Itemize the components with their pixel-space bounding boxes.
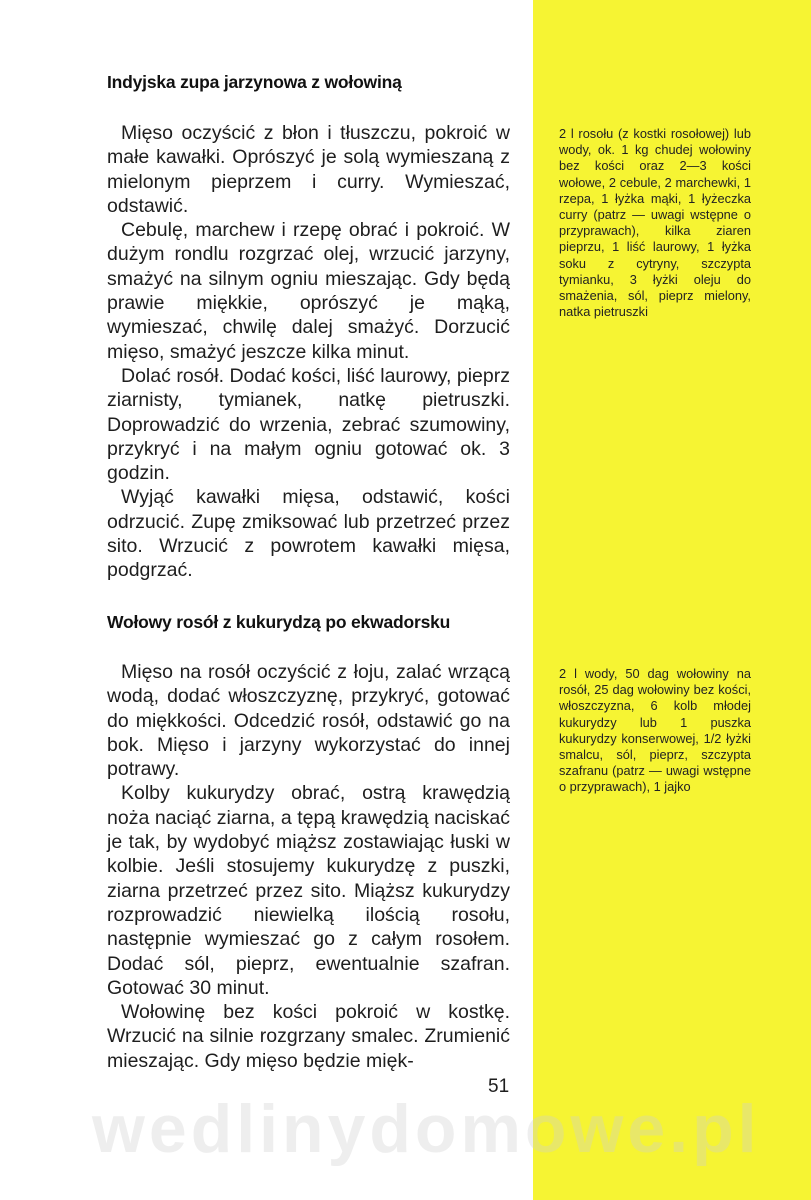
recipe-2-instructions [107,660,510,1073]
recipe-1-paragraph: Cebulę, marchew i rzepę obrać i pokroić. W dużym rondlu rozgrzać olej, wrzucić jarzyny, smażyć na silnym ogniu mieszając. Gdy będą prawie miękkie, oprószyć je mąką, wymieszać, chwilę dalej smażyć. Dorzucić mięso, smażyć jeszcze kilka minut. [107,219,510,363]
recipe-2-paragraph: Kolby kukurydzy obrać, ostrą krawędzią noża naciąć ziarna, a tępą krawędzią naciskać je tak, by wydobyć miąższ zostawiając łuski w kolbie. Jeśli stosujemy kukurydzę z puszki, ziarna przetrzeć przez sito. Miąższ kukurydzy rozprowadzić niewielką ilością rosołu, następnie wymieszać go z całym rosołem. Dodać sól, pieprz, ewentualnie szafran. Gotować 30 minut. [107,782,510,999]
recipe-1-instructions [107,121,510,583]
recipe-2-paragraph: Wołowinę bez kości pokroić w kostkę. Wrzucić na silnie rozgrzany smalec. Zrumienić mieszając. Gdy mięso będzie mięk- [107,1001,510,1072]
watermark: wedlinydomowe.pl [92,1091,761,1167]
recipe-1-paragraph: Mięso oczyścić z błon i tłuszczu, pokroić w małe kawałki. Oprószyć je solą wymieszaną z mielonym pieprzem i curry. Wymieszać, odstawić. [107,122,510,217]
recipe-1-paragraph: Dolać rosół. Dodać kości, liść laurowy, pieprz ziarnisty, tymianek, natkę pietruszki. Doprowadzić do wrzenia, zebrać szumowiny, przykryć i na małym ogniu gotować ok. 3 godzin. [107,364,510,485]
recipe-2-title: Wołowy rosół z kukurydzą po ekwadorsku [107,612,451,632]
recipe-2-paragraph: Mięso na rosół oczyścić z łoju, zalać wrzącą wodą, dodać włoszczyznę, przykryć, gotować do miękkości. Odcedzić rosół, odstawić go na bok. Mięso i jarzyny wykorzystać do innej potrawy. [107,661,510,781]
recipe-2-ingredients: 2 l wody, 50 dag wołowiny na rosół, 25 dag wołowiny bez kości, włoszczyzna, 6 kolb młodej kukurydzy lub 1 puszka kukurydzy konserwowej, 1/2 łyżki smalcu, sól, pieprz, szczypta szafranu (patrz — uwagi wstępne o przyprawach), 1 jajko [559,666,751,795]
recipe-1-title: Indyjska zupa jarzynowa z wołowiną [107,72,402,92]
recipe-1-ingredients: 2 l rosołu (z kostki rosołowej) lub wody, ok. 1 kg chudej wołowiny bez kości oraz 2—3 kości wołowe, 2 cebule, 2 marchewki, 1 rzepa, 1 łyżka mąki, 1 łyżeczka curry (patrz — uwagi wstępne o przyprawach), kilka ziaren pieprzu, 1 liść laurowy, 1 łyżka soku z cytryny, szczypta tymianku, 3 łyżki oleju do smażenia, sól, pieprz mielony, natka pietruszki [559,126,751,320]
page-number: 51 [488,1076,510,1097]
recipe-1-paragraph: Wyjąć kawałki mięsa, odstawić, kości odrzucić. Zupę zmiksować lub przetrzeć przez sito. Wrzucić z powrotem kawałki mięsa, podgrzać. [107,486,510,582]
